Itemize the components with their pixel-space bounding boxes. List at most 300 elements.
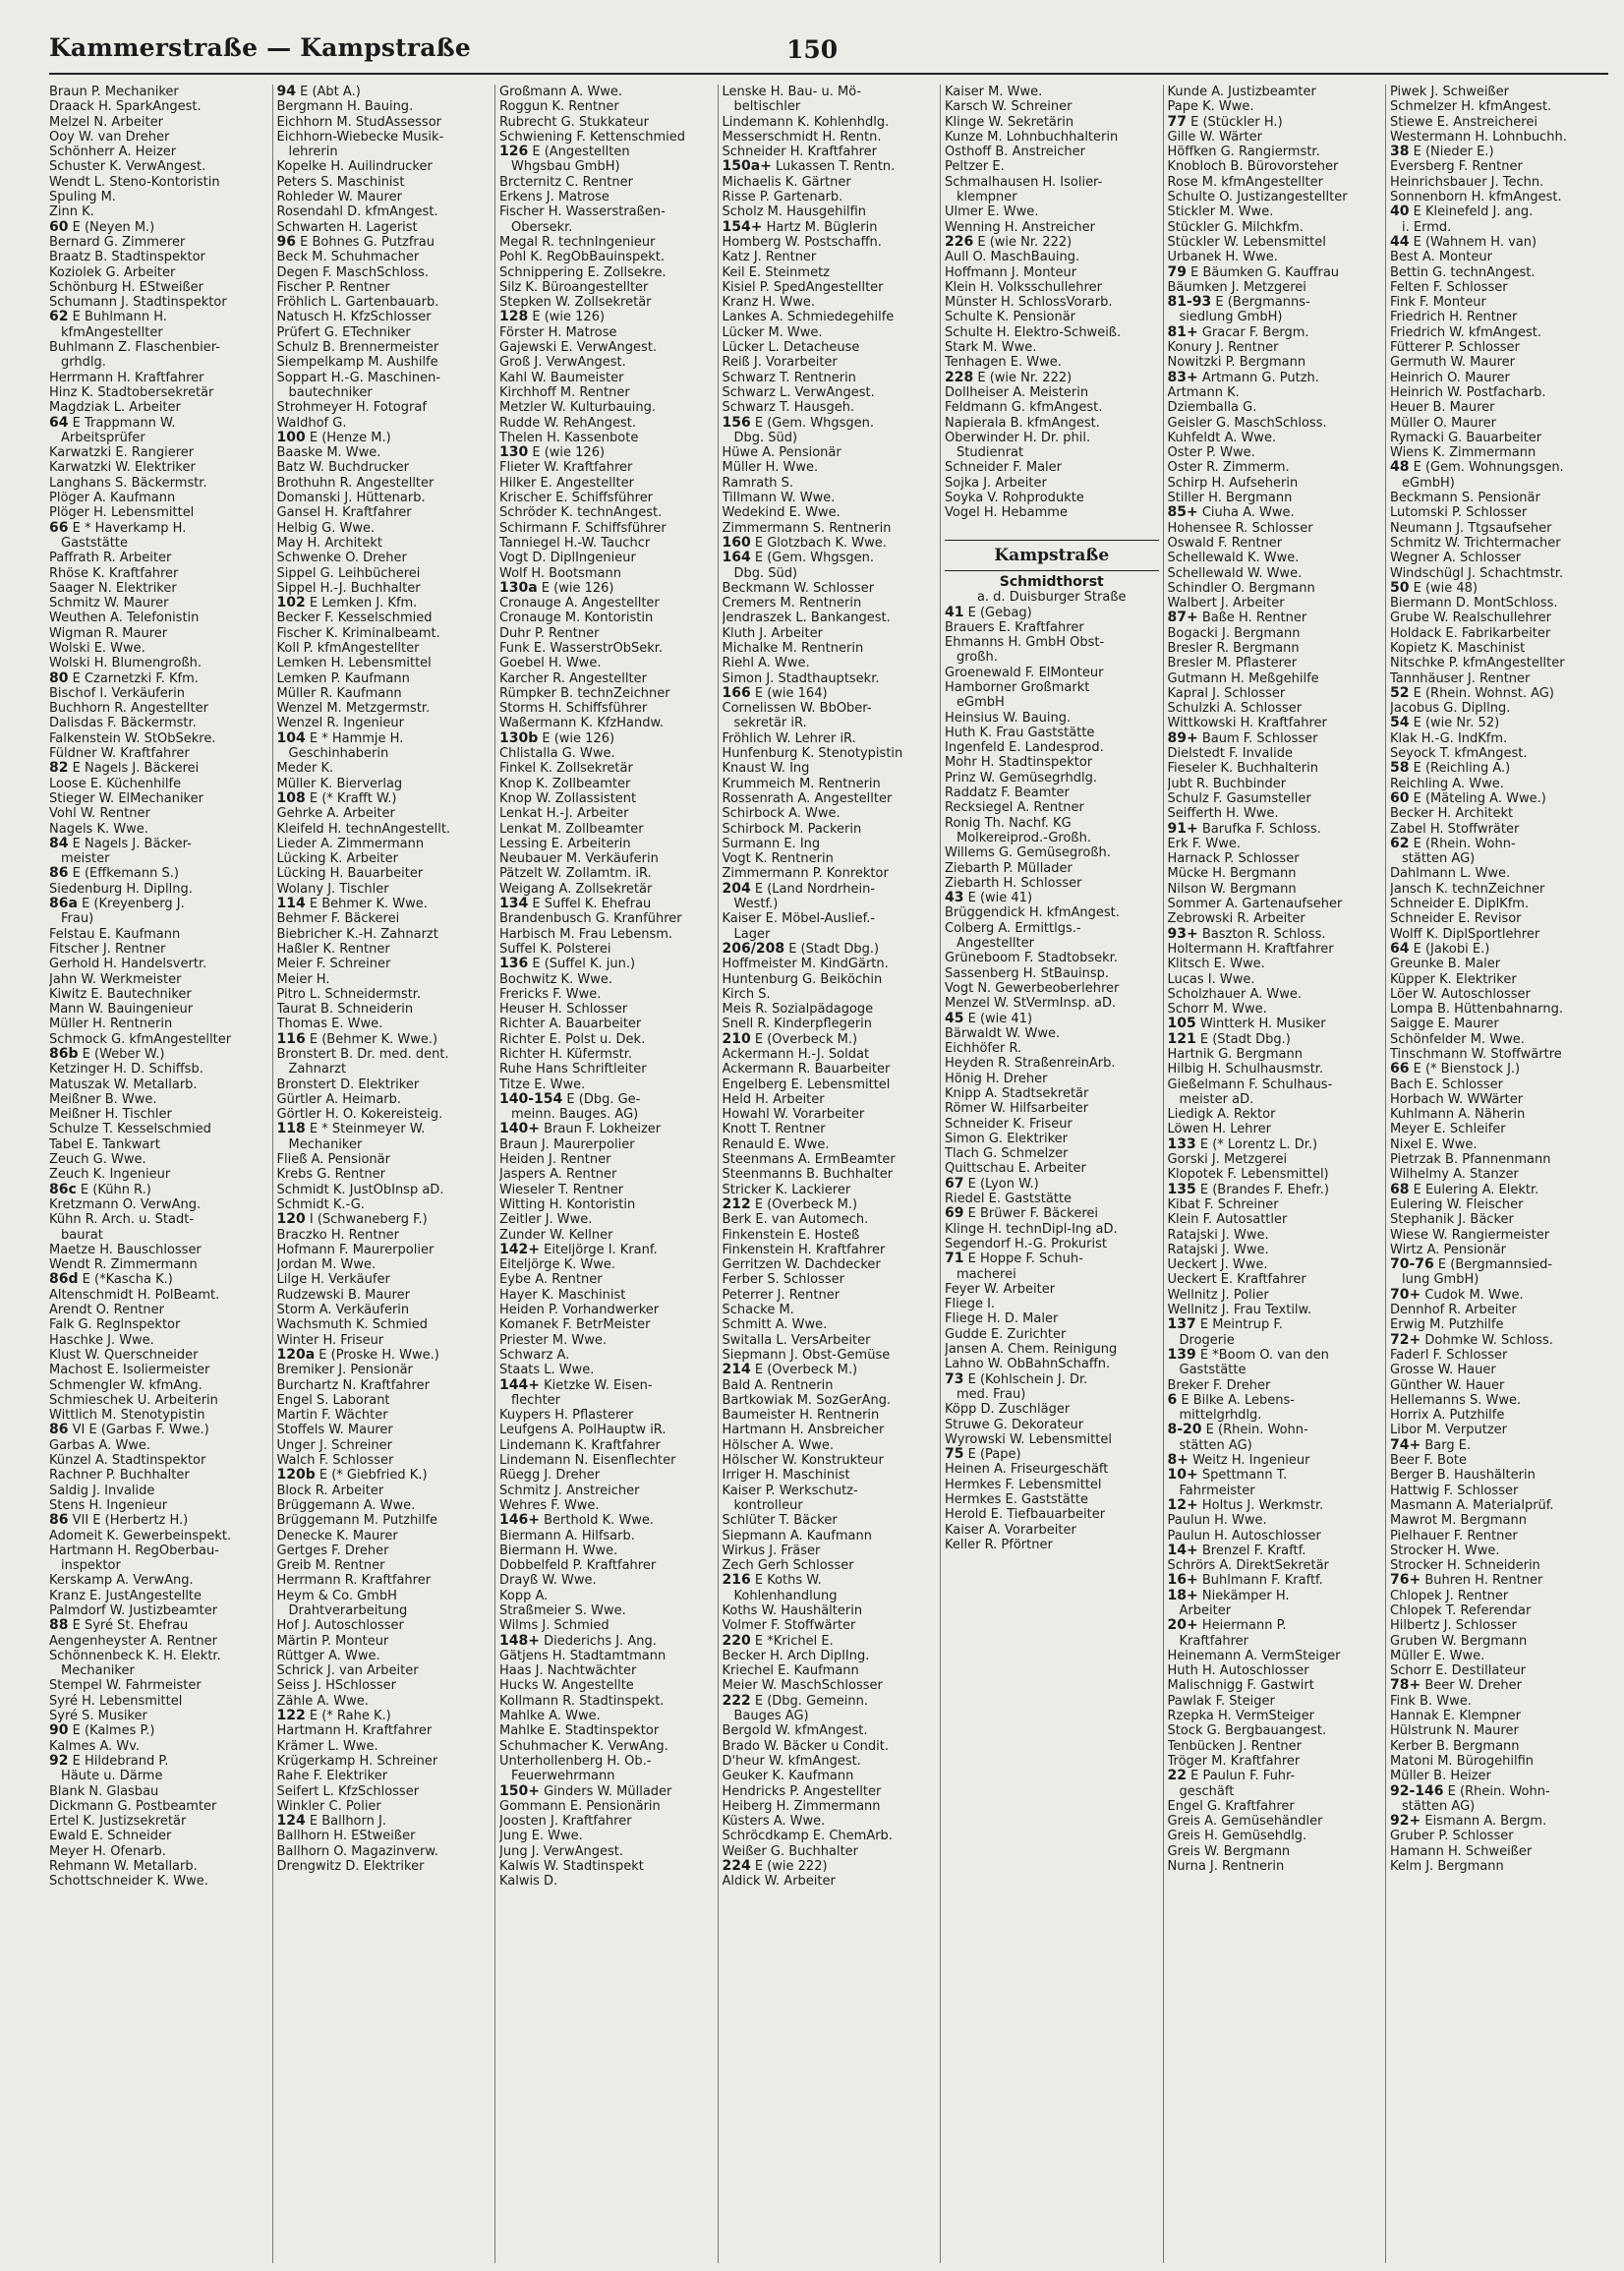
house-number: 8+	[1167, 1453, 1189, 1469]
resident-entry: Rose M. kfmAngestellter	[1167, 174, 1323, 190]
entry-continuation: Drahtverarbeitung	[288, 1602, 408, 1618]
resident-entry: Fieseler K. Buchhalterin	[1167, 761, 1318, 777]
resident-entry: Wendt L. Steno-Kontoristin	[49, 174, 220, 190]
directory-column	[49, 85, 272, 2263]
resident-entry: Siepmann J. Obst-Gemüse	[722, 1347, 891, 1363]
resident-entry: Knop K. Zollbeamter	[499, 776, 631, 791]
resident-entry: Pawlak F. Steiger	[1167, 1693, 1275, 1709]
house-number-entry: 86a E (Kreyenberg J.	[49, 897, 185, 912]
resident-entry: Münster H. SchlossVorarb.	[945, 295, 1113, 311]
resident-entry: Ueckert E. Kraftfahrer	[1167, 1272, 1306, 1288]
resident-entry: Vohl W. Rentner	[49, 806, 150, 822]
resident-entry: Matoni M. Bürogehilfin	[1390, 1753, 1535, 1769]
resident-entry: Ackermann R. Bauarbeiter	[722, 1062, 891, 1077]
house-number-entry: 92 E Hildebrand P.	[49, 1753, 169, 1769]
resident-entry: Libor M. Verputzer	[1390, 1423, 1507, 1438]
resident-entry: Titze E. Wwe.	[499, 1077, 586, 1092]
resident-entry: Heym & Co. GmbH	[276, 1588, 397, 1603]
house-number: 164	[722, 551, 751, 566]
resident-entry: Schulte H. Elektro-Schweiß.	[945, 324, 1122, 340]
resident-entry: Schwarten H. Lagerist	[276, 219, 418, 235]
resident-entry: Kranz H. Wwe.	[722, 295, 815, 311]
resident-entry: Hof J. Autoschlosser	[276, 1618, 404, 1634]
resident-entry: Kühn R. Arch. u. Stadt-	[49, 1212, 195, 1228]
resident-entry: Schumann J. Stadtinspektor	[49, 295, 227, 311]
house-number-entry: 86d E (*Kascha K.)	[49, 1272, 173, 1288]
resident-entry: Megal R. technIngenieur	[499, 234, 656, 250]
entry-continuation: Drogerie	[1179, 1332, 1235, 1348]
resident-entry: Kalwis D.	[499, 1874, 558, 1890]
resident-entry: Hoffmeister M. KindGärtn.	[722, 957, 889, 972]
resident-entry: Heuser H. Schlosser	[499, 1002, 628, 1018]
resident-entry: Schmitz W. Maurer	[49, 596, 169, 611]
resident-entry: Falkenstein W. StObSekre.	[49, 730, 216, 746]
resident-entry: Müller H. Wwe.	[722, 460, 819, 476]
entry-continuation: eGmbH)	[1402, 475, 1455, 491]
house-number: 137	[1167, 1317, 1196, 1333]
resident-entry: Chlopek J. Rentner	[1390, 1588, 1509, 1603]
house-number-entry: 150+ Ginders W. Müllader	[499, 1783, 672, 1799]
house-number: 45	[945, 1011, 964, 1026]
resident-entry: Kaiser M. Wwe.	[945, 85, 1043, 99]
resident-entry: Stens H. Ingenieur	[49, 1497, 168, 1513]
resident-entry: Willems G. Gemüsegroßh.	[945, 845, 1111, 861]
resident-entry: Gertges F. Dreher	[276, 1543, 389, 1558]
entry-continuation: sekretär iR.	[733, 716, 807, 731]
resident-entry: Bresler M. Pflasterer	[1167, 656, 1298, 671]
resident-entry: Jahn W. Werkmeister	[49, 971, 182, 987]
house-number-entry: 70-76 E (Bergmannsied-	[1390, 1257, 1553, 1273]
resident-entry: Schmitz J. Anstreicher	[499, 1483, 640, 1498]
resident-entry: Schirmann F. Schiffsführer	[499, 520, 667, 536]
resident-entry: Jordan M. Wwe.	[276, 1257, 377, 1273]
resident-entry: Stückler G. Milchkfm.	[1167, 219, 1304, 235]
resident-entry: Schmelzer H. kfmAngest.	[1390, 99, 1552, 115]
resident-entry: Siedenburg H. Dipllng.	[49, 881, 193, 897]
house-number: 22	[1167, 1769, 1187, 1784]
resident-entry: Drayß W. Wwe.	[499, 1573, 597, 1589]
resident-entry: Heyden R. StraßenreinArb.	[945, 1056, 1116, 1072]
house-number: 220	[722, 1633, 751, 1649]
resident-entry: Storm A. Verkäuferin	[276, 1303, 410, 1318]
resident-entry: Ratajski J. Wwe.	[1167, 1242, 1269, 1257]
house-number-entry: 70+ Cudok M. Wwe.	[1390, 1287, 1524, 1303]
resident-entry: Wenning H. Anstreicher	[945, 219, 1096, 235]
resident-entry: Eiteljörge K. Wwe.	[499, 1257, 616, 1273]
resident-entry: Grube W. Realschullehrer	[1390, 611, 1551, 626]
resident-entry: Dickmann G. Postbeamter	[49, 1798, 217, 1814]
entry-continuation: Frau)	[61, 911, 94, 927]
house-number-entry: 62 E Buhlmann H.	[49, 310, 167, 325]
resident-entry: Hilker E. Angestellter	[499, 475, 634, 491]
resident-entry: Steenmans A. ErmBeamter	[722, 1152, 896, 1168]
resident-entry: Leufgens A. PolHauptw iR.	[499, 1423, 667, 1438]
resident-entry: Brcternitz C. Rentner	[499, 174, 633, 190]
resident-entry: Altenschmidt H. PolBeamt.	[49, 1287, 220, 1303]
house-number: 67	[945, 1176, 964, 1192]
house-number: 120b	[276, 1468, 316, 1484]
resident-entry: Jendraszek L. Bankangest.	[722, 611, 891, 626]
resident-entry: Kaiser A. Vorarbeiter	[945, 1522, 1076, 1538]
house-number: 86b	[49, 1047, 79, 1062]
resident-entry: Lenkat H.-J. Arbeiter	[499, 806, 629, 822]
resident-entry: Bergold W. kfmAngest.	[722, 1723, 868, 1739]
resident-entry: Renauld E. Wwe.	[722, 1136, 830, 1152]
resident-entry: Schirbock M. Packerin	[722, 821, 862, 837]
resident-entry: Plöger A. Kaufmann	[49, 491, 176, 506]
resident-entry: Schuster K. VerwAngest.	[49, 159, 206, 175]
resident-entry: Bresler R. Bergmann	[1167, 640, 1300, 656]
house-number-entry: 86 VII E (Herbertz H.)	[49, 1513, 189, 1529]
house-number: 43	[945, 891, 964, 906]
resident-entry: Colberg A. Ermittlgs.-	[945, 920, 1081, 936]
resident-entry: Tenhagen E. Wwe.	[945, 355, 1062, 371]
resident-entry: Engel S. Laborant	[276, 1392, 390, 1408]
resident-entry: Saigge E. Maurer	[1390, 1017, 1499, 1032]
resident-entry: Machost E. Isoliermeister	[49, 1363, 210, 1378]
resident-entry: Klinge W. Sekretärin	[945, 114, 1074, 130]
resident-entry: Knipp A. Stadtsekretär	[945, 1086, 1089, 1101]
entry-continuation: Mechaniker	[61, 1663, 135, 1679]
resident-entry: Hartnik G. Bergmann	[1167, 1047, 1303, 1062]
house-number: 8-20	[1167, 1423, 1202, 1438]
house-number: 76+	[1390, 1573, 1421, 1589]
house-number-entry: 67 E (Lyon W.)	[945, 1176, 1039, 1192]
resident-entry: Harbisch M. Frau Lebensm.	[499, 926, 673, 942]
resident-entry: Rhöse K. Kraftfahrer	[49, 565, 179, 581]
resident-entry: Best A. Monteur	[1390, 250, 1492, 265]
resident-entry: Wendt R. Zimmermann	[49, 1257, 198, 1273]
house-number-entry: 68 E Eulering A. Elektr.	[1390, 1182, 1539, 1197]
resident-entry: Rüttger A. Wwe.	[276, 1648, 380, 1663]
house-number: 48	[1390, 460, 1410, 476]
resident-entry: Krebs G. Rentner	[276, 1167, 385, 1183]
resident-entry: Weigang A. Zollsekretär	[499, 881, 653, 897]
resident-entry: Reichling A. Wwe.	[1390, 776, 1504, 791]
entry-continuation: Mechaniker	[288, 1136, 363, 1152]
resident-entry: Biermann H. Wwe.	[499, 1543, 618, 1558]
resident-entry: Denecke K. Maurer	[276, 1528, 398, 1543]
resident-entry: Hartmann H. RegOberbau-	[49, 1543, 219, 1558]
house-number-entry: 41 E (Gebag)	[945, 605, 1032, 620]
resident-entry: Brado W. Bäcker u Condit.	[722, 1738, 890, 1754]
house-number-entry: 12+ Holtus J. Werkmstr.	[1167, 1497, 1324, 1513]
resident-entry: Karwatzki W. Elektriker	[49, 460, 196, 476]
entry-continuation: meister aD.	[1179, 1091, 1254, 1107]
house-number-entry: 116 E (Behmer K. Wwe.)	[276, 1031, 438, 1047]
resident-entry: Lücker M. Wwe.	[722, 324, 823, 340]
resident-entry: Simon G. Elektriker	[945, 1131, 1069, 1146]
resident-entry: Kirch S.	[722, 986, 771, 1002]
resident-entry: Hannak E. Klempner	[1390, 1709, 1521, 1724]
house-number: 70-76	[1390, 1257, 1434, 1273]
resident-entry: Jacobus G. Dipllng.	[1390, 701, 1511, 717]
resident-entry: Brüggendick H. kfmAngest.	[945, 905, 1120, 921]
resident-entry: Kluth J. Arbeiter	[722, 625, 823, 641]
house-number: 128	[499, 310, 529, 325]
resident-entry: Neumann J. Ttgsaufseher	[1390, 520, 1552, 536]
resident-entry: Klopotek F. Lebensmittel)	[1167, 1167, 1329, 1183]
resident-entry: Cornelissen W. BbOber-	[722, 701, 872, 717]
resident-entry: Ueckert J. Wwe.	[1167, 1257, 1268, 1273]
resident-entry: Heinen A. Friseurgeschäft	[945, 1462, 1109, 1478]
resident-entry: Beer F. Bote	[1390, 1453, 1468, 1469]
resident-entry: Rümpker B. technZeichner	[499, 685, 670, 701]
resident-entry: Koll P. kfmAngestellter	[276, 640, 420, 656]
resident-entry: Krischer E. Schiffsführer	[499, 491, 654, 506]
resident-entry: Knop W. Zollassistent	[499, 790, 637, 806]
resident-entry: Karsch W. Schreiner	[945, 99, 1073, 115]
resident-entry: Meier W. MaschSchlosser	[722, 1678, 883, 1694]
resident-entry: Stock G. Bergbauangest.	[1167, 1723, 1327, 1739]
house-number: 122	[276, 1709, 306, 1724]
resident-entry: Heiden P. Vorhandwerker	[499, 1303, 660, 1318]
house-number: 82	[49, 761, 69, 777]
resident-entry: Stoffels W. Maurer	[276, 1423, 393, 1438]
resident-entry: Bischof I. Verkäuferin	[49, 685, 185, 701]
house-number-entry: 120 I (Schwaneberg F.)	[276, 1212, 428, 1228]
house-number: 126	[499, 145, 529, 160]
resident-entry: Löwen H. Lehrer	[1167, 1122, 1271, 1137]
resident-entry: Grosse W. Hauer	[1390, 1363, 1496, 1378]
resident-entry: Syré S. Musiker	[49, 1709, 147, 1724]
resident-entry: Greis W. Bergmann	[1167, 1843, 1291, 1859]
resident-entry: Schneider E. DiplKfm.	[1390, 897, 1530, 912]
resident-entry: Eichhöfer R.	[945, 1041, 1022, 1057]
resident-entry: Erk F. Wwe.	[1167, 836, 1241, 851]
house-number-entry: 94 E (Abt A.)	[276, 85, 361, 99]
resident-entry: Martin F. Wächter	[276, 1408, 388, 1424]
resident-entry: Lücking K. Arbeiter	[276, 851, 398, 867]
resident-entry: Mahlke A. Wwe.	[499, 1709, 601, 1724]
resident-entry: Hohensee R. Schlosser	[1167, 520, 1313, 536]
resident-entry: Schmitz W. Trichtermacher	[1390, 535, 1561, 551]
house-number-entry: 120a E (Proske H. Wwe.)	[276, 1347, 439, 1363]
resident-entry: Thomas E. Wwe.	[276, 1017, 383, 1032]
resident-entry: Sassenberg H. StBauinsp.	[945, 965, 1110, 981]
resident-entry: Bach E. Schlosser	[1390, 1077, 1503, 1092]
resident-entry: Homberg W. Postschaffn.	[722, 234, 882, 250]
house-number-entry: 85+ Ciuha A. Wwe.	[1167, 505, 1295, 521]
resident-entry: Vogt K. Rentnerin	[722, 851, 834, 867]
house-number: 38	[1390, 145, 1410, 160]
house-number-entry: 142+ Eiteljörge I. Kranf.	[499, 1242, 658, 1257]
resident-entry: Ehmanns H. GmbH Obst-	[945, 635, 1105, 651]
resident-entry: Riehl A. Wwe.	[722, 656, 810, 671]
resident-entry: Füldner W. Kraftfahrer	[49, 746, 190, 762]
resident-entry: Paulun H. Wwe.	[1167, 1513, 1267, 1529]
resident-entry: Rosendahl D. kfmAngest.	[276, 204, 438, 220]
house-number: 210	[722, 1031, 751, 1047]
resident-entry: Stark M. Wwe.	[945, 340, 1037, 356]
resident-entry: Haschke J. Wwe.	[49, 1332, 154, 1348]
resident-entry: Jansch K. technZeichner	[1390, 881, 1545, 897]
resident-entry: Winter H. Friseur	[276, 1332, 384, 1348]
house-number-entry: 90 E (Kalmes P.)	[49, 1723, 155, 1739]
resident-entry: Groenewald F. ElMonteur	[945, 665, 1104, 680]
resident-entry: Schmitt A. Wwe.	[722, 1317, 828, 1333]
house-number-entry: 93+ Baszton R. Schloss.	[1167, 926, 1326, 942]
resident-entry: Walbert J. Arbeiter	[1167, 596, 1285, 611]
resident-entry: Bald A. Rentnerin	[722, 1377, 834, 1393]
resident-entry: Kriechel E. Kaufmann	[722, 1663, 859, 1679]
resident-entry: Braczko H. Rentner	[276, 1227, 400, 1243]
resident-entry: Klak H.-G. IndKfm.	[1390, 730, 1508, 746]
resident-entry: Rachner P. Buchhalter	[49, 1468, 190, 1484]
resident-entry: Lenkat M. Zollbeamter	[499, 821, 644, 837]
resident-entry: Jung E. Wwe.	[499, 1829, 583, 1844]
house-number: 92	[49, 1753, 69, 1769]
resident-entry: Stickler M. Wwe.	[1167, 204, 1274, 220]
resident-entry: Malischnigg F. Gastwirt	[1167, 1678, 1314, 1694]
house-number-entry: 136 E (Suffel K. jun.)	[499, 957, 636, 972]
house-number: 60	[49, 219, 69, 235]
resident-entry: Bogacki J. Bergmann	[1167, 625, 1301, 641]
resident-entry: Ketzinger H. D. Schiffsb.	[49, 1062, 203, 1077]
resident-entry: Kapral J. Schlosser	[1167, 685, 1286, 701]
resident-entry: Hunfenburg K. Stenotypistin	[722, 746, 903, 762]
resident-entry: Wiese W. Rangiermeister	[1390, 1227, 1550, 1243]
house-number-entry: 104 E * Hammje H.	[276, 730, 404, 746]
resident-entry: Artmann K.	[1167, 384, 1240, 400]
house-number-entry: 60 E (Mäteling A. Wwe.)	[1390, 790, 1546, 806]
house-number: 144+	[499, 1377, 540, 1393]
resident-entry: Fröhlich W. Lehrer iR.	[722, 730, 856, 746]
house-number: 135	[1167, 1182, 1196, 1197]
resident-entry: Greunke B. Maler	[1390, 957, 1501, 972]
house-number: 212	[722, 1196, 751, 1212]
resident-entry: Bronstert D. Elektriker	[276, 1077, 420, 1092]
resident-entry: Schwarz L. VerwAngest.	[722, 384, 875, 400]
house-number: 134	[499, 897, 529, 912]
resident-entry: Scholz M. Hausgehilfin	[722, 204, 867, 220]
house-number: 92+	[1390, 1814, 1421, 1830]
resident-entry: Loose E. Küchenhilfe	[49, 776, 182, 791]
resident-entry: Schacke M.	[722, 1303, 794, 1318]
resident-entry: Müller E. Wwe.	[1390, 1648, 1485, 1663]
resident-entry: Siepmann A. Kaufmann	[722, 1528, 872, 1543]
house-number-entry: 76+ Buhren H. Rentner	[1390, 1573, 1543, 1589]
house-number-entry: 79 E Bäumken G. Kauffrau	[1167, 264, 1340, 280]
resident-entry: Horbach W. WWärter	[1390, 1091, 1524, 1107]
house-number: 84	[49, 836, 69, 851]
resident-entry: Knobloch B. Bürovorsteher	[1167, 159, 1339, 175]
entry-continuation: geschäft	[1179, 1783, 1235, 1799]
resident-entry: Saager N. Elektriker	[49, 580, 177, 596]
resident-entry: Dollheiser A. Meisterin	[945, 384, 1089, 400]
resident-entry: Peterrer J. Rentner	[722, 1287, 841, 1303]
resident-entry: Tenbücken J. Rentner	[1167, 1738, 1303, 1754]
resident-entry: Feldmann G. kfmAngest.	[945, 400, 1103, 416]
resident-entry: Struwe G. Dekorateur	[945, 1417, 1084, 1432]
house-number: 214	[722, 1363, 751, 1378]
house-number-entry: 10+ Spettmann T.	[1167, 1468, 1288, 1484]
house-number: 73	[945, 1371, 964, 1387]
resident-entry: Wellnitz J. Polier	[1167, 1287, 1269, 1303]
resident-entry: Nixel E. Wwe.	[1390, 1136, 1478, 1152]
resident-entry: Ramrath S.	[722, 475, 794, 491]
resident-entry: Stückler W. Lebensmittel	[1167, 234, 1326, 250]
resident-entry: Lenske H. Bau- u. Mö-	[722, 85, 862, 99]
resident-entry: Gerhold H. Handelsvertr.	[49, 957, 207, 972]
resident-entry: Aull O. MaschBauing.	[945, 250, 1080, 265]
resident-entry: Tillmann W. Wwe.	[722, 491, 836, 506]
resident-entry: Zebrowski R. Arbeiter	[1167, 911, 1305, 927]
resident-entry: Wedekind E. Wwe.	[722, 505, 841, 521]
house-number-entry: 118 E * Steinmeyer W.	[276, 1122, 426, 1137]
house-number-entry: 71 E Hoppe F. Schuh-	[945, 1252, 1083, 1267]
house-number: 100	[276, 430, 306, 445]
entry-continuation: mittelgrhdlg.	[1179, 1408, 1262, 1424]
resident-entry: Bärwaldt W. Wwe.	[945, 1025, 1061, 1041]
street-location: a. d. Duisburger Straße	[976, 590, 1127, 606]
resident-entry: Menzel W. StVermInsp. aD.	[945, 996, 1117, 1012]
resident-entry: Eversberg F. Rentner	[1390, 159, 1523, 175]
running-head: Kammerstraße — Kampstraße	[49, 33, 471, 62]
entry-continuation: Westf.)	[733, 897, 779, 912]
resident-entry: Kuypers H. Pflasterer	[499, 1408, 634, 1424]
resident-entry: Hartmann H. Kraftfahrer	[276, 1723, 433, 1739]
house-number-entry: 86 E (Effkemann S.)	[49, 866, 179, 882]
resident-entry: Heinrich W. Postfacharb.	[1390, 384, 1546, 400]
entry-continuation: macherei	[957, 1266, 1016, 1282]
resident-entry: Brauers E. Kraftfahrer	[945, 619, 1084, 635]
resident-entry: Stempel W. Fahrmeister	[49, 1678, 202, 1694]
resident-entry: Ertel K. Justizsekretär	[49, 1814, 187, 1830]
resident-entry: Draack H. SparkAngest.	[49, 99, 202, 115]
resident-entry: Meis R. Sozialpädagoge	[722, 1002, 874, 1018]
resident-entry: Wieseler T. Rentner	[499, 1182, 624, 1197]
house-number: 69	[945, 1206, 964, 1222]
resident-entry: Klein H. Volksschullehrer	[945, 279, 1102, 295]
resident-entry: Schulze T. Kesselschmied	[49, 1122, 211, 1137]
resident-entry: Dalisdas F. Bäckermstr.	[49, 716, 197, 731]
house-number: 70+	[1390, 1287, 1421, 1303]
resident-entry: Heinrich O. Maurer	[1390, 370, 1510, 385]
resident-entry: Holtermann H. Kraftfahrer	[1167, 941, 1334, 957]
resident-entry: Küsters A. Wwe.	[722, 1814, 826, 1830]
resident-entry: Koths W. Haushälterin	[722, 1602, 863, 1618]
house-number: 77	[1167, 114, 1187, 130]
resident-entry: Kaiser E. Möbel-Auslief.-	[722, 911, 876, 927]
resident-entry: Helbig G. Wwe.	[276, 520, 376, 536]
resident-entry: Kretzmann O. VerwAng.	[49, 1196, 202, 1212]
resident-entry: Taurat B. Schneiderin	[276, 1002, 414, 1018]
resident-entry: Piwek J. Schweißer	[1390, 85, 1509, 99]
resident-entry: Fröhlich L. Gartenbauarb.	[276, 295, 439, 311]
resident-entry: Strohmeyer H. Fotograf	[276, 400, 427, 416]
resident-entry: Pätzelt W. Zollamtm. iR.	[499, 866, 652, 882]
directory-columns	[49, 85, 1608, 2263]
house-number-entry: 80 E Czarnetzki F. Kfm.	[49, 670, 199, 686]
entry-continuation: flechter	[511, 1392, 561, 1408]
resident-entry: Suffel K. Polsterei	[499, 941, 611, 957]
resident-entry: Fink B. Wwe.	[1390, 1693, 1472, 1709]
resident-entry: Mawrot M. Bergmann	[1390, 1513, 1527, 1529]
resident-entry: Waldhof G.	[276, 415, 347, 431]
resident-entry: Nagels K. Wwe.	[49, 821, 148, 837]
house-number: 92-146	[1390, 1783, 1444, 1799]
resident-entry: Berk E. van Automech.	[722, 1212, 869, 1228]
resident-entry: Kelm J. Bergmann	[1390, 1859, 1504, 1875]
resident-entry: Jubt R. Buchbinder	[1167, 776, 1287, 791]
resident-entry: Ackermann H.-J. Soldat	[722, 1047, 870, 1062]
resident-entry: Windschügl J. Schachtmstr.	[1390, 565, 1564, 581]
resident-entry: Kollmann R. Stadtinspekt.	[499, 1693, 665, 1709]
house-number-entry: 92+ Eismann A. Bergm.	[1390, 1814, 1547, 1830]
resident-entry: Zunder W. Kellner	[499, 1227, 613, 1243]
resident-entry: Richter A. Bauarbeiter	[499, 1017, 642, 1032]
